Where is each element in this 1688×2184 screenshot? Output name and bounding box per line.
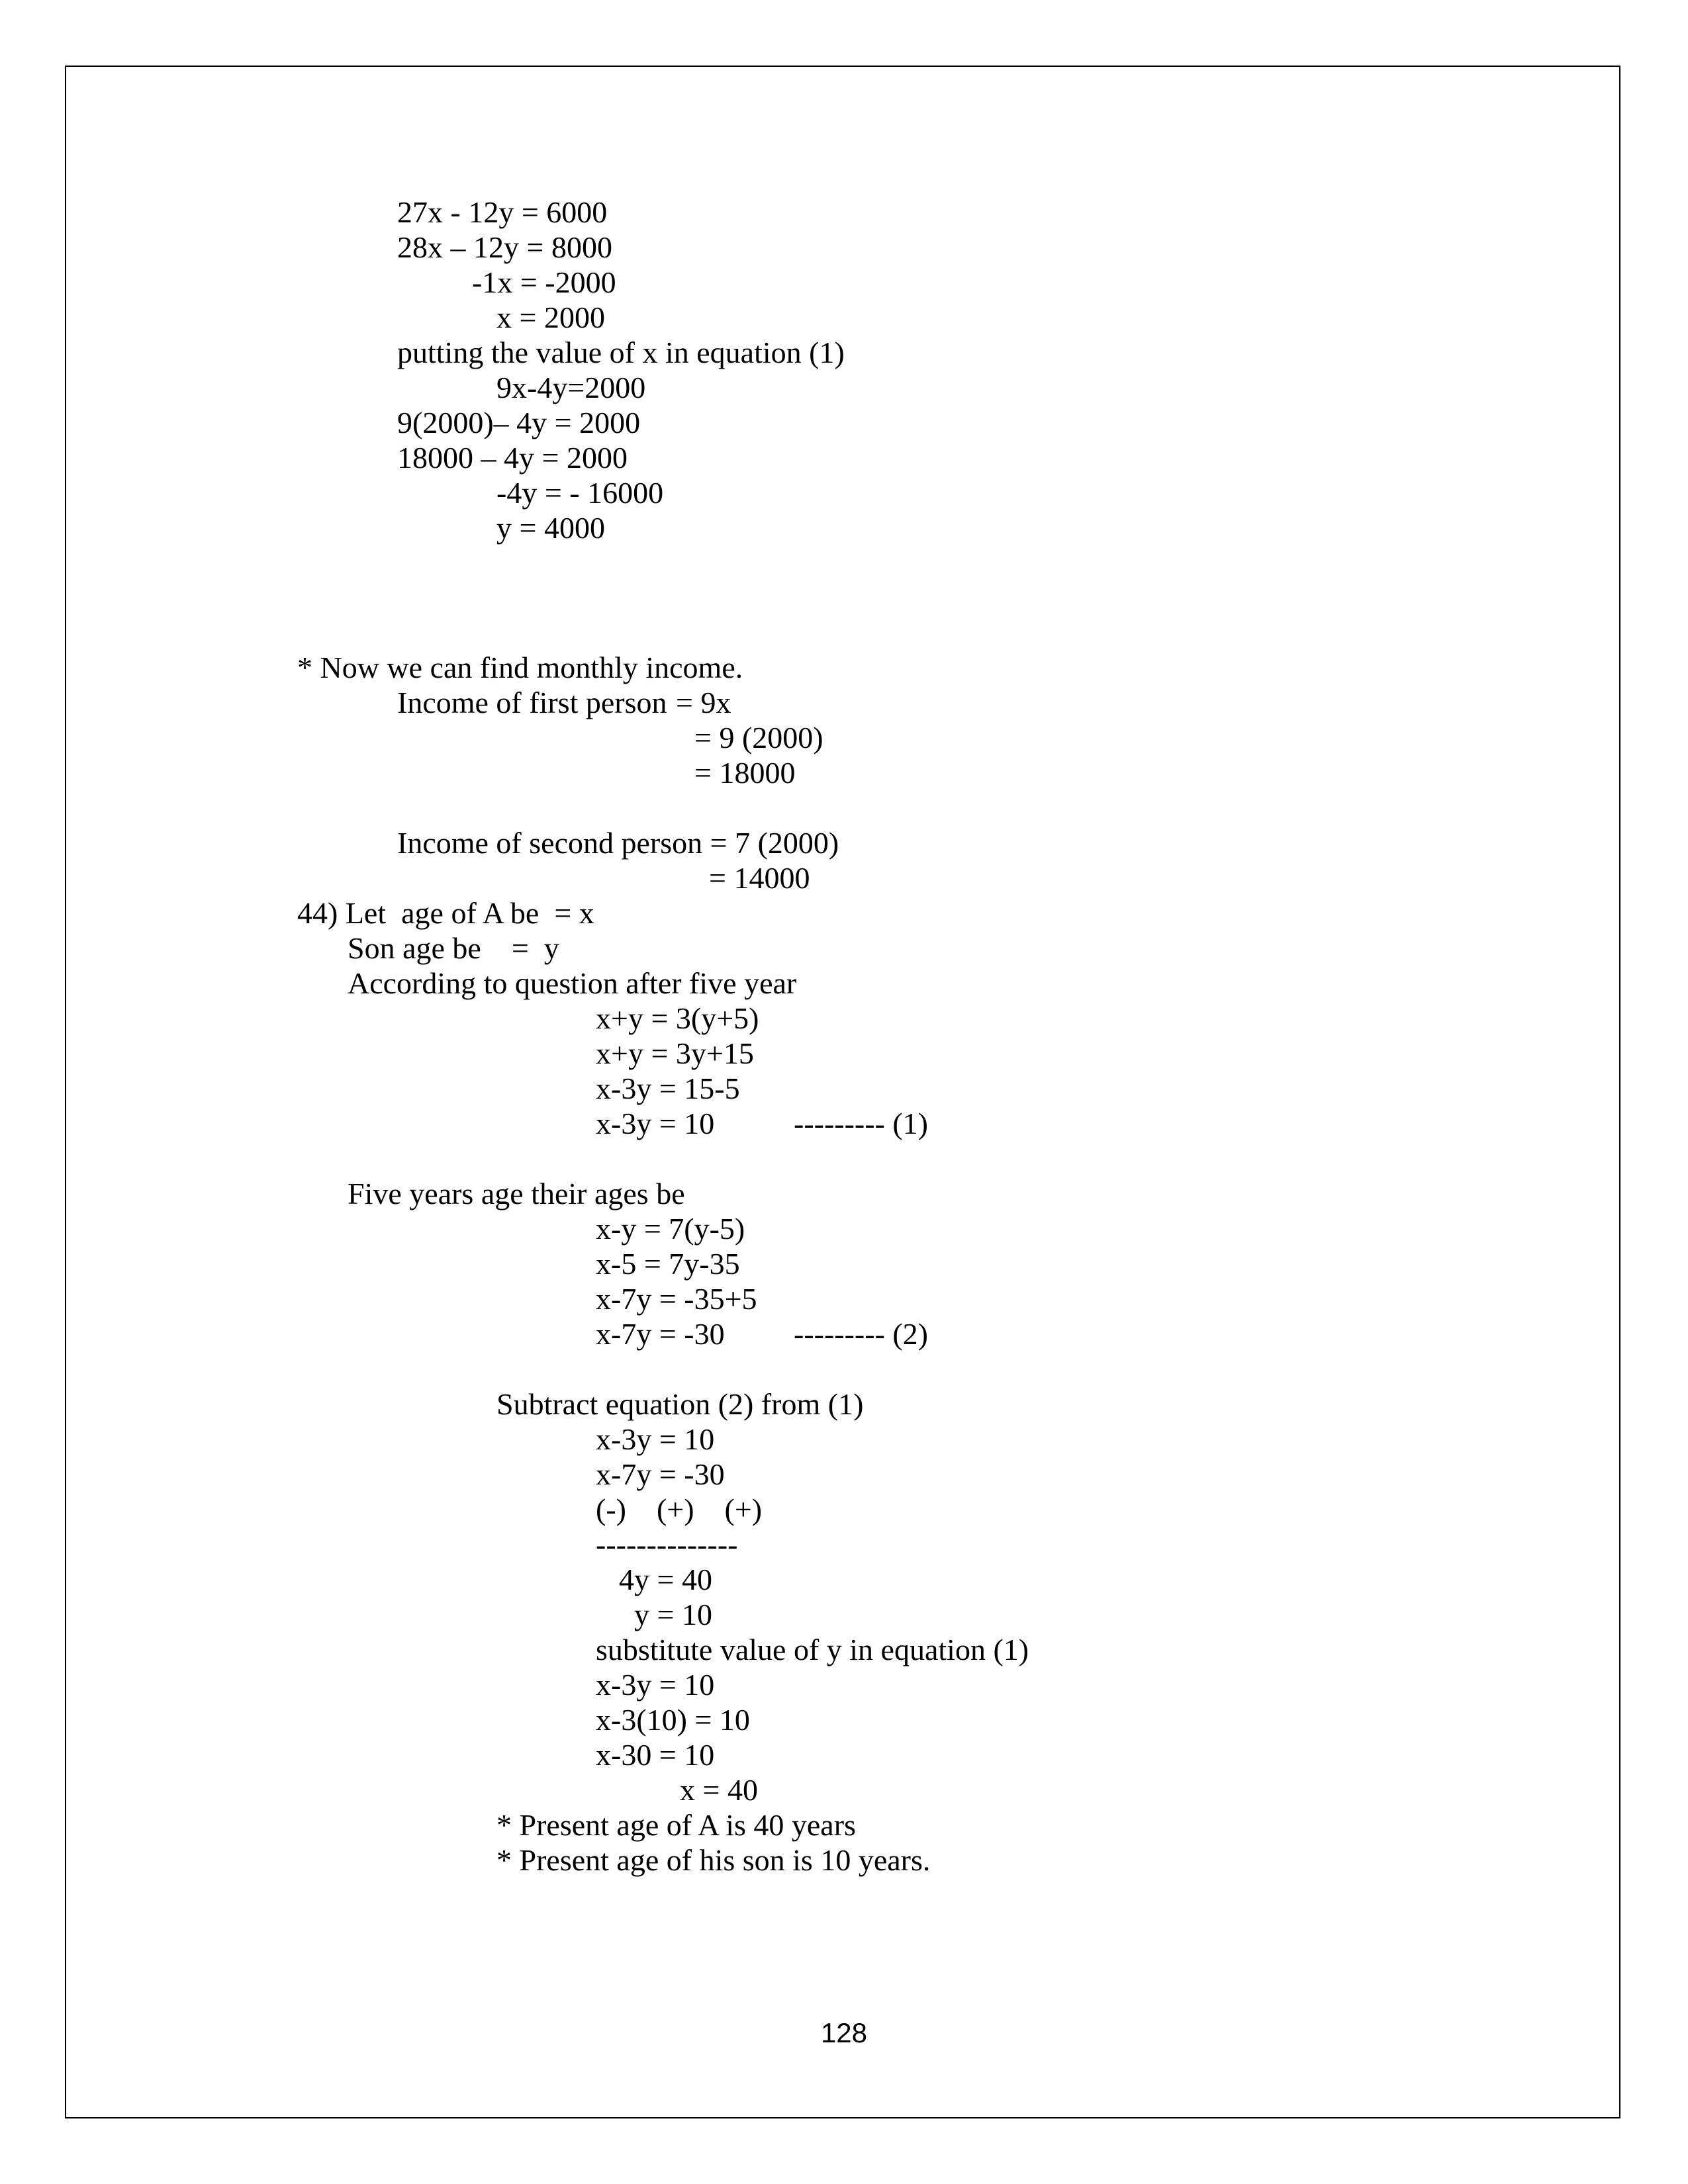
- text-line: * Now we can find monthly income.: [297, 651, 743, 684]
- text-line: 4y = 40: [619, 1563, 712, 1596]
- text-line: x-7y = -30: [596, 1317, 725, 1351]
- text-line: x = 2000: [496, 300, 605, 334]
- text-line: --------------: [596, 1527, 738, 1561]
- text-line: Income of first person: [397, 686, 667, 719]
- text-line: 18000 – 4y = 2000: [397, 441, 628, 475]
- text-line: x-7y = -30: [596, 1457, 725, 1491]
- text-line: x-5 = 7y-35: [596, 1247, 740, 1281]
- text-line: x+y = 3(y+5): [596, 1001, 759, 1035]
- text-line: substitute value of y in equation (1): [596, 1633, 1029, 1666]
- text-line: 9(2000)– 4y = 2000: [397, 406, 641, 439]
- text-line: Son age be = y: [348, 931, 559, 965]
- text-line: x-3y = 10: [596, 1422, 715, 1456]
- text-line: x-3y = 10: [596, 1668, 715, 1702]
- text-line: Five years age their ages be: [348, 1177, 685, 1210]
- text-line: * Present age of A is 40 years: [496, 1808, 856, 1842]
- question-heading: 44) Let age of A be = x: [297, 896, 594, 930]
- text-line: x-7y = -35+5: [596, 1282, 757, 1316]
- text-line: Subtract equation (2) from (1): [496, 1387, 864, 1421]
- text-line: putting the value of x in equation (1): [397, 336, 845, 369]
- text-line: x-30 = 10: [596, 1738, 715, 1772]
- text-line: y = 10: [634, 1598, 712, 1631]
- equation-label: --------- (2): [794, 1317, 929, 1351]
- text-line: Income of second person = 7 (2000): [397, 826, 839, 860]
- text-line: x-3y = 15-5: [596, 1071, 740, 1105]
- text-line: = 14000: [709, 861, 810, 895]
- page-number: 128: [820, 2017, 868, 2048]
- text-line: x = 40: [680, 1773, 758, 1807]
- text-line: x-3y = 10: [596, 1107, 715, 1140]
- text-line: x-3(10) = 10: [596, 1703, 750, 1737]
- text-line: y = 4000: [496, 511, 605, 545]
- text-line: -4y = - 16000: [496, 476, 664, 510]
- equation-label: --------- (1): [794, 1107, 929, 1140]
- text-line: 28x – 12y = 8000: [397, 230, 612, 264]
- text-line: = 9x: [676, 686, 731, 719]
- text-line: 27x - 12y = 6000: [397, 195, 608, 229]
- text-line: * Present age of his son is 10 years.: [496, 1843, 931, 1877]
- text-line: (-) (+) (+): [596, 1492, 763, 1526]
- text-line: -1x = -2000: [472, 265, 616, 299]
- text-line: = 9 (2000): [694, 721, 823, 754]
- text-line: 9x-4y=2000: [496, 371, 646, 404]
- text-line: x+y = 3y+15: [596, 1036, 754, 1070]
- text-line: x-y = 7(y-5): [596, 1212, 745, 1246]
- text-line: According to question after five year: [348, 966, 797, 1000]
- text-line: = 18000: [694, 756, 796, 790]
